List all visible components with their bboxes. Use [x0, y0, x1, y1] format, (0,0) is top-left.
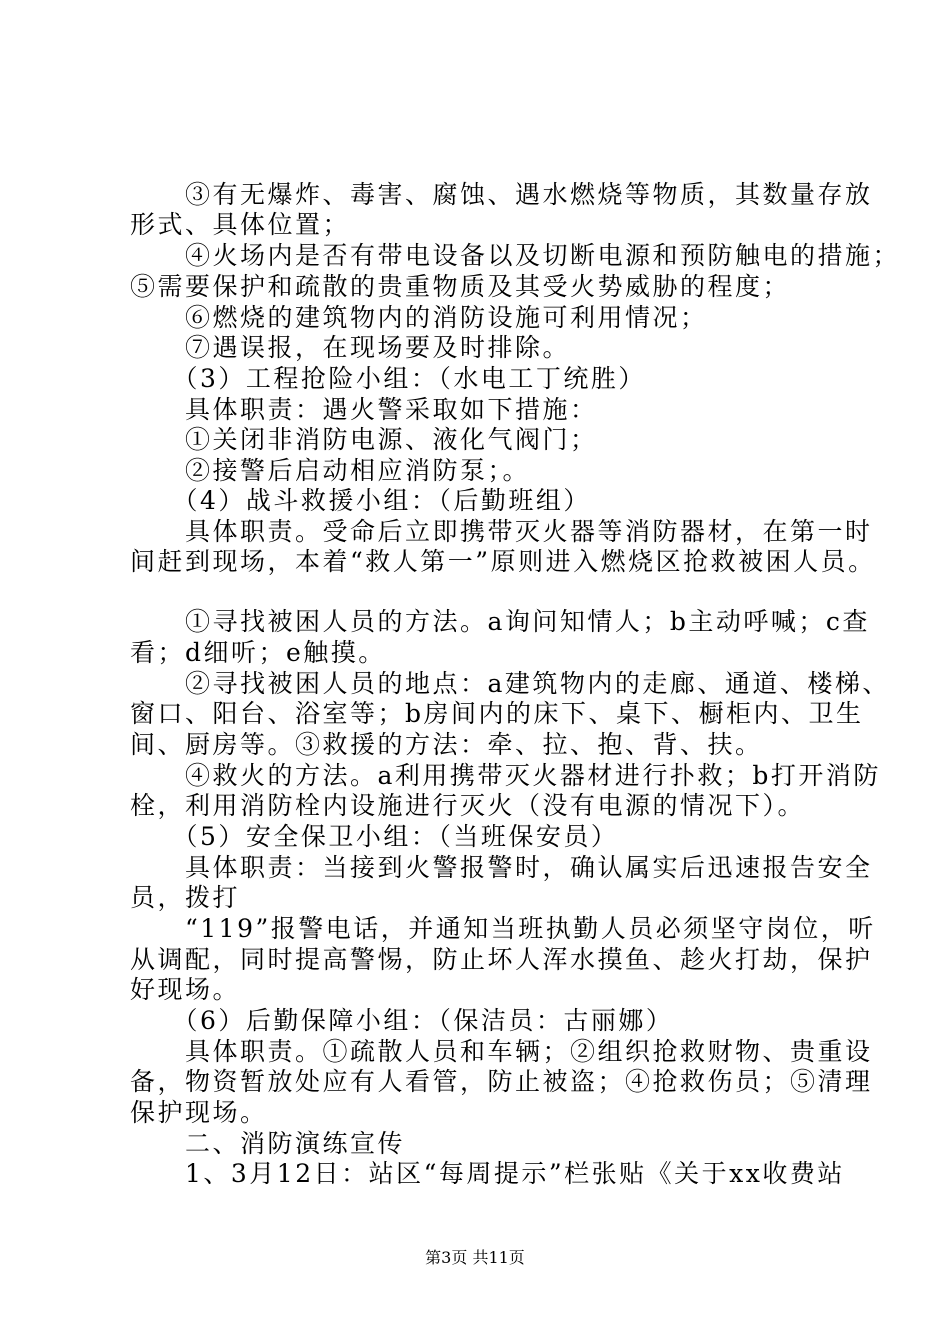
text-line: 栓，利用消防栓内设施进行灭火（没有电源的情况下）。 [130, 791, 806, 820]
text-line: 具体职责：当接到火警报警时，确认属实后迅速报告安全 [130, 853, 873, 882]
text-line: 形式、具体位置； [130, 210, 351, 239]
text-line: 二、消防演练宣传 [130, 1129, 406, 1158]
text-line: 具体职责：遇火警采取如下措施： [130, 395, 598, 424]
text-line: ④救火的方法。a利用携带灭火器材进行扑救；b打开消防 [130, 761, 881, 790]
text-line: 间赶到现场，本着“救人第一”原则进入燃烧区抢救被困人员。 [130, 547, 876, 576]
text-line: ①寻找被困人员的方法。a询问知情人；b主动呼喊；c查 [130, 607, 870, 636]
text-line: ①关闭非消防电源、液化气阀门； [130, 425, 598, 454]
text-line: ③有无爆炸、毒害、腐蚀、遇水燃烧等物质，其数量存放 [130, 180, 873, 209]
text-line: ④火场内是否有带电设备以及切断电源和预防触电的措施； [130, 241, 901, 270]
text-line: ⑤需要保护和疏散的贵重物质及其受火势威胁的程度； [130, 272, 791, 301]
text-line: ②接警后启动相应消防泵；。 [130, 456, 531, 485]
text-line: （3）工程抢险小组：（水电工丁统胜） [130, 364, 646, 393]
text-line: 保护现场。 [130, 1098, 268, 1127]
text-line: 窗口、阳台、浴室等；b房间内的床下、桌下、橱柜内、卫生 [130, 699, 864, 728]
page-number-footer: 第3页 共11页 [425, 1248, 525, 1267]
text-line: ②寻找被困人员的地点：a建筑物内的走廊、通道、楼梯、 [130, 669, 890, 698]
text-line: 好现场。 [130, 975, 241, 1004]
text-line: 从调配，同时提高警惕，防止坏人浑水摸鱼、趁火打劫，保护 [130, 945, 873, 974]
text-line: ⑦遇误报，在现场要及时排除。 [130, 333, 571, 362]
text-line: 具体职责。①疏散人员和车辆；②组织抢救财物、贵重设 [130, 1037, 873, 1066]
text-line: 看；d细听；e触摸。 [130, 638, 386, 667]
text-line: 间、厨房等。③救援的方法：牵、拉、抱、背、扶。 [130, 730, 763, 759]
text-line: 具体职责。受命后立即携带灭火器等消防器材，在第一时 [130, 517, 873, 546]
text-line: （6）后勤保障小组：（保洁员：古丽娜） [130, 1006, 674, 1035]
text-line: 员，拨打 [130, 883, 241, 912]
text-line: 1、3月12日：站区“每周提示”栏张贴《关于xx收费站 [130, 1159, 845, 1188]
text-line: （4）战斗救援小组：（后勤班组） [130, 486, 591, 515]
text-line: （5）安全保卫小组：（当班保安员） [130, 822, 619, 851]
text-line: “119”报警电话，并通知当班执勤人员必须坚守岗位，听 [130, 914, 876, 943]
text-line: 备，物资暂放处应有人看管，防止被盗；④抢救伤员；⑤清理 [130, 1067, 873, 1096]
text-line: ⑥燃烧的建筑物内的消防设施可利用情况； [130, 303, 708, 332]
